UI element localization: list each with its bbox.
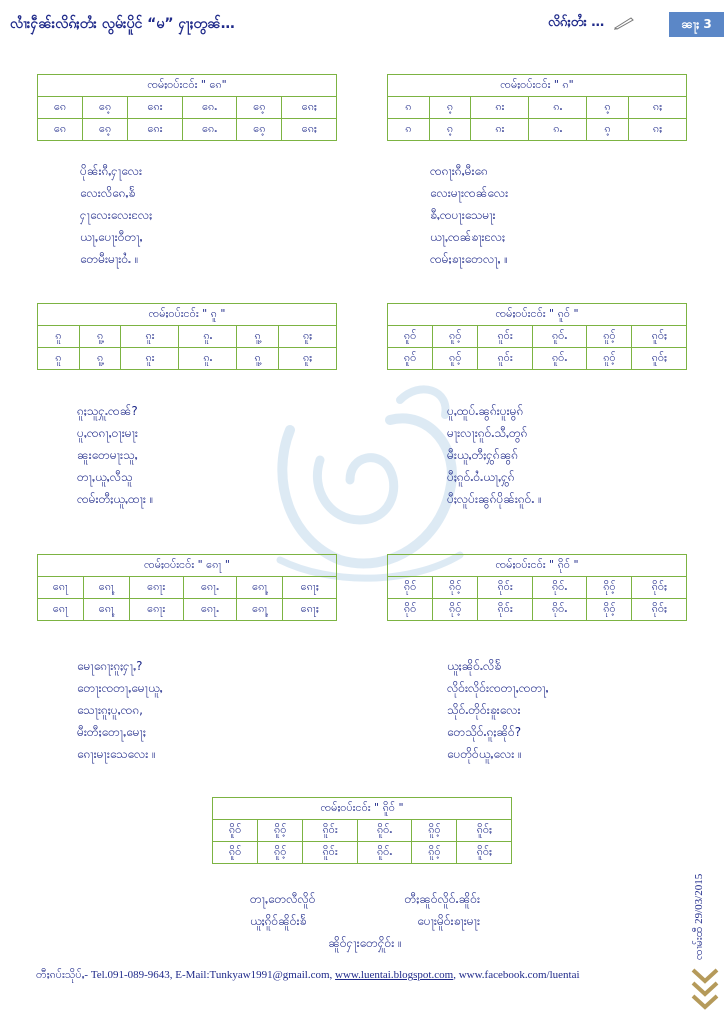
table-cell: ၵိုဝ်ႈ xyxy=(632,599,687,621)
table-cell: ၵူဝ့် xyxy=(587,326,632,348)
poem-line: ၸၵႃးၵီႇမီးၵေ xyxy=(430,164,488,178)
poem-block-5 xyxy=(77,655,163,765)
poem-line: တေႃးၸတႃႇမေႃယူႇ xyxy=(77,681,163,695)
table-cell: ၵူဝ်ႉ xyxy=(532,326,587,348)
poem-block-1 xyxy=(80,160,152,270)
poem-line: ၵူႈသူႁူႉၸၼ်? xyxy=(77,404,138,418)
table-cell: ၵေ xyxy=(38,119,83,141)
table-cell: ၵူဝ့် xyxy=(587,348,632,370)
table-cell: ၵ xyxy=(388,97,430,119)
poem-line: ယႃႇၸၼ်ၶႃးလႄႈ xyxy=(430,230,505,244)
table-cell: ၵ့ xyxy=(429,97,471,119)
table-cell: ၵိုဝ်ႈ xyxy=(632,577,687,599)
table-cell: ၵိူဝ့် xyxy=(412,820,457,842)
table-title: ၸမ်ႈဝပ်းငဝ်း " ၵူ " xyxy=(38,304,337,326)
poem-line: တေသိုဝ်ႉၵူႈၼိုဝ်? xyxy=(447,725,522,739)
poem-line: ပူႇၸၵႃႇဝႃးမႃး xyxy=(77,426,138,440)
poem-line: ၸမ်ႈၶႃးတေလႃႇ ။ xyxy=(430,252,508,266)
blog-link[interactable]: www.luentai.blogspot.com xyxy=(335,969,454,981)
table-cell: ၵး xyxy=(471,119,529,141)
table-cell: ၵေႃး xyxy=(129,577,183,599)
table-cell: ၵိုဝ်ႉ xyxy=(532,599,587,621)
poem-line: သိုဝ်ႉတိုဝ်းၶူးလေး xyxy=(447,703,521,717)
poem-block-3 xyxy=(77,400,153,510)
page-number-badge: ၼႃႈ 3 xyxy=(669,12,724,37)
table-cell: ၵေ့ xyxy=(83,97,128,119)
table-cell: ၵေႃ့ xyxy=(237,577,283,599)
table-cell: ၵူဝ့် xyxy=(433,348,478,370)
table-cell: ၵူဝ် xyxy=(388,326,433,348)
poem-line: ပီႈလူပ်းၼွၵ်ပိုၼ်းၵူဝ်ႉ ။ xyxy=(447,492,542,506)
table-cell: ၵေႃ့ xyxy=(83,577,129,599)
table-cell: ၵိုဝ့် xyxy=(433,577,478,599)
author-text: လိၵ်ႈတႆး … xyxy=(548,15,605,30)
table-cell: ၵူ့ xyxy=(237,326,279,348)
poem-block-4 xyxy=(447,400,542,510)
table-cell: ၵူး xyxy=(121,326,179,348)
vowel-table-7 xyxy=(212,797,512,864)
table-cell: ၵူဝ်ႈ xyxy=(632,326,687,348)
poem-line: လိုဝ်းလိုဝ်းၸတႃႇၸတႃႇ xyxy=(447,681,549,695)
poem-line: ၸမ်းတီႈယူႇထႃး ။ xyxy=(77,492,154,506)
table-title: ၸမ်ႈဝပ်းငဝ်း " ၵူဝ် " xyxy=(388,304,687,326)
table-cell: ၵေႃႉ xyxy=(183,599,237,621)
poem-line: မီးယူႇတီႈႁွၵ်ၼွၵ် xyxy=(447,448,519,462)
poem-line: ပီႈၵူဝ်ႉဝႆႉယႃႇႁွၵ် xyxy=(447,470,515,484)
table-title: ၸမ်ႈဝပ်းငဝ်း " ၵေႃ " xyxy=(38,555,337,577)
poem-line: တီႈၼူဝ်လိူဝ်ႉၼိူဝ်း xyxy=(404,892,480,906)
table-cell: ၵ xyxy=(388,119,430,141)
final-poem xyxy=(250,888,480,954)
table-cell: ၵေႈ xyxy=(282,97,337,119)
table-cell: ၵႉ xyxy=(529,119,587,141)
table-cell: ၵေႉ xyxy=(182,97,237,119)
poem-line: ယူႈၵိူဝ်ၼိူဝ်းၶႅ xyxy=(250,914,307,928)
table-cell: ၵူဝ်ႈ xyxy=(632,348,687,370)
poem-line: မႃးလႃးၵူဝ်ႉသီႇတွၵ် xyxy=(447,426,528,440)
table-cell: ၵ့ xyxy=(587,119,629,141)
table-cell: ၵိူဝ့် xyxy=(258,842,303,864)
vowel-table-4 xyxy=(387,303,687,370)
poem-line: လေးမႃးၸၼ်လေး xyxy=(430,186,509,200)
table-cell: ၵေႃႉ xyxy=(183,577,237,599)
table-cell: ၵူဝ်း xyxy=(478,326,533,348)
table-cell: ၵေႉ xyxy=(182,119,237,141)
table-cell: ၵိူဝ်း xyxy=(303,842,358,864)
table-cell: ၵိုဝ်ႉ xyxy=(532,577,587,599)
table-cell: ၵူး xyxy=(121,348,179,370)
poem-line: ၼိူဝ်ႁႃးတေႁိူဝ်း ။ xyxy=(328,936,402,950)
table-title: ၸမ်ႈဝပ်းငဝ်း " ၵိုဝ် " xyxy=(388,555,687,577)
table-cell: ၵိူဝ်ႈ xyxy=(457,842,512,864)
table-cell: ၵိုဝ် xyxy=(388,599,433,621)
facebook-link[interactable]: , www.facebook.com/luentai xyxy=(453,969,580,981)
table-cell: ၵေႃႈ xyxy=(283,599,337,621)
table-cell: ၵေး xyxy=(128,119,183,141)
table-cell: ၵူ xyxy=(38,348,80,370)
table-cell: ၵေႃႈ xyxy=(283,577,337,599)
poem-line: ယႃႇပေႃးဝီတႃႇ xyxy=(80,230,143,244)
table-cell: ၵေ့ xyxy=(237,97,282,119)
poem-line: ပိုၼ်းၵီႇႁႃလေး xyxy=(80,164,143,178)
document-title: လၢႆးႁဵၼ်းလိၵ်ႈတႆး လွမ်းပိူင် “မ” ႁႃႈတွၼ်… xyxy=(10,16,235,32)
table-cell: ၵူႉ xyxy=(179,326,237,348)
vowel-table-2 xyxy=(387,74,687,141)
poem-line: ၵေႃးမႃးသေလေး ။ xyxy=(77,747,156,761)
table-cell: ၵူ့ xyxy=(79,348,121,370)
table-cell: ၵူဝ်း xyxy=(478,348,533,370)
vowel-table-3 xyxy=(37,303,337,370)
poem-line: ႁႃလေးလေးလႄႈ xyxy=(80,208,153,222)
poem-line: တႃႇယူႇလီသူ xyxy=(77,470,133,484)
table-cell: ၵေႃး xyxy=(129,599,183,621)
table-cell: ၵူဝ်ႉ xyxy=(532,348,587,370)
table-cell: ၵိူဝ့် xyxy=(258,820,303,842)
poem-line: တေမီးမႃးဝႆႉ ။ xyxy=(80,252,139,266)
table-cell: ၵေႃ xyxy=(38,577,84,599)
table-cell: ၵူ့ xyxy=(237,348,279,370)
table-cell: ၵူႈ xyxy=(278,326,336,348)
table-cell: ၵိူဝ် xyxy=(213,820,258,842)
table-cell: ၵေႈ xyxy=(282,119,337,141)
table-cell: ၵိူဝ် xyxy=(213,842,258,864)
table-cell: ၵိူဝ်ႉ xyxy=(357,820,412,842)
poem-line: ယူႈၼိုဝ်ႉလိၶႅ xyxy=(447,659,502,673)
table-cell: ၵူဝ့် xyxy=(433,326,478,348)
table-cell: ၵူႈ xyxy=(278,348,336,370)
poem-line: မီးတီႈတေႃႇမေႃႈ xyxy=(77,725,146,739)
table-cell: ၵေႃ့ xyxy=(83,599,129,621)
vowel-table-6 xyxy=(387,554,687,621)
table-cell: ၵိုဝ့် xyxy=(587,577,632,599)
table-cell: ၵူ့ xyxy=(79,326,121,348)
table-cell: ၵေ့ xyxy=(237,119,282,141)
footer-contact xyxy=(36,968,580,984)
chevron-down-icon xyxy=(690,965,720,1020)
table-title: ၸမ်ႈဝပ်းငဝ်း " ၵေ" xyxy=(38,75,337,97)
poem-line: ၶီႇၸပႃးသေမႃး xyxy=(430,208,496,222)
table-title: ၸမ်ႈဝပ်းငဝ်း " ၵိူဝ် " xyxy=(213,798,512,820)
table-cell: ၵႈ xyxy=(628,119,686,141)
table-cell: ၵေႃ့ xyxy=(237,599,283,621)
date-text: ၸၢမ်းထီ 29/03/2015 xyxy=(693,873,705,960)
table-cell: ၵိူဝ်ႈ xyxy=(457,820,512,842)
pen-icon xyxy=(613,16,635,30)
poem-line: တႃႇတေလီလိူဝ် xyxy=(250,892,316,906)
poem-line: လေးလိၵေႇၶႅ xyxy=(80,186,136,200)
author-label xyxy=(548,14,635,33)
table-title: ၸမ်ႈဝပ်းငဝ်း " ၵ" xyxy=(388,75,687,97)
poem-line: ပူႇထူပ်ႉၼွၵ်းပူးမွၵ် xyxy=(447,404,524,418)
table-cell: ၵေး xyxy=(128,97,183,119)
poem-line: ပေႃးမိူဝ်းၶႃးမႃး xyxy=(417,914,480,928)
contact-text: တီႈၵပ်းသိုပ်ႇ- Tel.091-089-9643, E-Mail:Tunkyaw1991@gmail.com, xyxy=(36,969,333,981)
poem-block-2 xyxy=(430,160,508,270)
table-cell: ၵ့ xyxy=(587,97,629,119)
table-cell: ၵိုဝ့် xyxy=(587,599,632,621)
table-cell: ၵိူဝ်ႉ xyxy=(357,842,412,864)
table-cell: ၵႈ xyxy=(628,97,686,119)
table-cell: ၵး xyxy=(471,97,529,119)
table-cell: ၵ့ xyxy=(429,119,471,141)
table-cell: ၵိူဝ့် xyxy=(412,842,457,864)
vowel-table-5 xyxy=(37,554,337,621)
table-cell: ၵေႃ xyxy=(38,599,84,621)
poem-line: မေႃၵေႃးၵူႈႁႃႇ? xyxy=(77,659,143,673)
side-date xyxy=(692,850,712,970)
table-cell: ၵူႉ xyxy=(179,348,237,370)
table-cell: ၵိုဝ်း xyxy=(478,577,533,599)
table-cell: ၵိူဝ်း xyxy=(303,820,358,842)
vowel-table-1 xyxy=(37,74,337,141)
poem-line: ၼူးတေမႃးသူႇ xyxy=(77,448,138,462)
table-cell: ၵူ xyxy=(38,326,80,348)
table-cell: ၵူဝ် xyxy=(388,348,433,370)
table-cell: ၵေ xyxy=(38,97,83,119)
table-cell: ၵေ့ xyxy=(83,119,128,141)
poem-line: သေႃးၵူႈပူႇၸၵ, xyxy=(77,703,143,717)
table-cell: ၵိုဝ်း xyxy=(478,599,533,621)
table-cell: ၵႉ xyxy=(529,97,587,119)
poem-line: ပေတိုဝ်ယူႇလေး ။ xyxy=(447,747,522,761)
table-cell: ၵိုဝ့် xyxy=(433,599,478,621)
table-cell: ၵိုဝ် xyxy=(388,577,433,599)
poem-block-6 xyxy=(447,655,548,765)
